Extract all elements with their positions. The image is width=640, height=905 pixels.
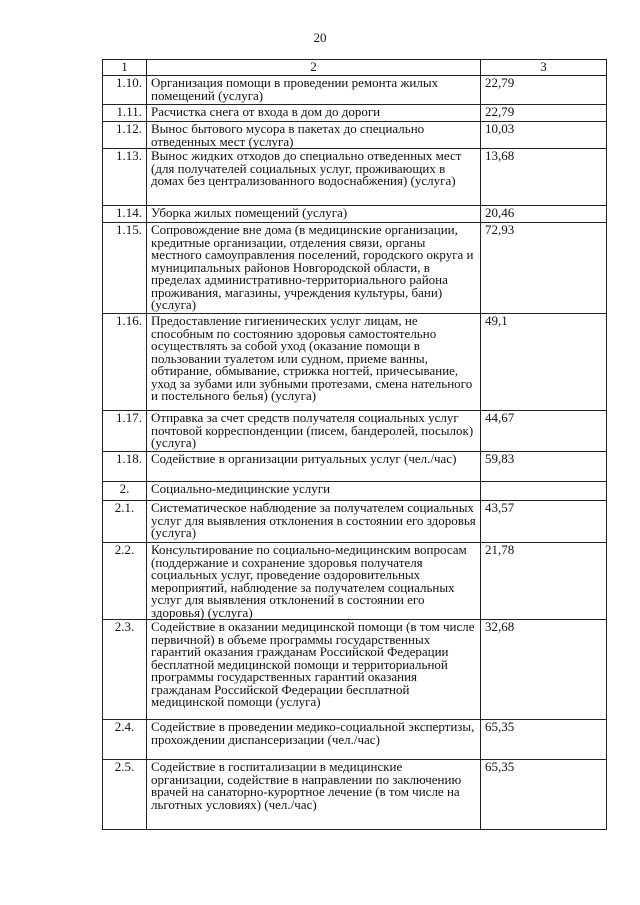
service-name: Вынос жидких отходов до специально отведенных мест (для получателей социальных услуг, проживающих в домах без централизованного водоснабжения) (услуга) <box>147 149 481 206</box>
tariff-value: 65,35 <box>481 760 607 830</box>
row-number: 1.10. <box>103 76 147 105</box>
table-row <box>103 206 607 223</box>
tariff-value: 32,68 <box>481 620 607 720</box>
row-number: 1.13. <box>103 149 147 206</box>
tariff-value: 72,93 <box>481 223 607 314</box>
service-name: Содействие в госпитализации в медицинские организации, содействие в направлении по заключению врачей на санаторно-курортное лечение (в том числе на льготных условиях) (чел./час) <box>147 760 481 830</box>
tariff-value: 59,83 <box>481 452 607 482</box>
service-name: Содействие в проведении медико-социальной экспертизы, прохождении диспансеризации (чел./час) <box>147 720 481 760</box>
table-row <box>103 314 607 411</box>
page-number: 20 <box>313 30 327 45</box>
service-name: Содействие в оказании медицинской помощи (в том числе первичной) в объеме программы государственных гарантий оказания гражданам Российской Федерации бесплатной медицинской помощи и территориальной программы государственных гарантий оказания гражданам Российской Федерации бесплатной медицинской помощи (услуга) <box>147 620 481 720</box>
table-row <box>103 720 607 760</box>
table-row <box>103 620 607 720</box>
table-row <box>103 223 607 314</box>
tariff-value: 20,46 <box>481 206 607 223</box>
tariff-value: 10,03 <box>481 122 607 149</box>
service-name: Вынос бытового мусора в пакетах до специально отведенных мест (услуга) <box>147 122 481 149</box>
column-header-tariff: 3 <box>481 60 607 76</box>
row-number: 2.3. <box>103 620 147 720</box>
row-number: 1.17. <box>103 411 147 452</box>
column-header-number: 1 <box>103 60 147 76</box>
tariff-value: 65,35 <box>481 720 607 760</box>
row-number: 2.2. <box>103 543 147 620</box>
table-row <box>103 411 607 452</box>
section-header-row <box>103 482 607 501</box>
row-number: 1.18. <box>103 452 147 482</box>
row-number: 2.5. <box>103 760 147 830</box>
row-number: 2.1. <box>103 501 147 543</box>
service-name: Содействие в организации ритуальных услуг (чел./час) <box>147 452 481 482</box>
tariff-value: 13,68 <box>481 149 607 206</box>
column-header-service: 2 <box>147 60 481 76</box>
tariff-value: 21,78 <box>481 543 607 620</box>
tariff-value: 22,79 <box>481 105 607 122</box>
table-row <box>103 76 607 105</box>
services-tariff-table <box>102 59 607 830</box>
service-name: Консультирование по социально-медицинским вопросам (поддержание и сохранение здоровья получателя социальных услуг, проведение оздоровительных мероприятий, наблюдение за получателем социальных услуг для выявления отклонений в состоянии его здоровья) (услуга) <box>147 543 481 620</box>
tariff-value: 44,67 <box>481 411 607 452</box>
tariff-value: 43,57 <box>481 501 607 543</box>
service-name: Предоставление гигиенических услуг лицам, не способным по состоянию здоровья самостоятельно осуществлять за собой уход (оказание помощи в пользовании туалетом или судном, приеме ванны, обтирание, обмывание, стрижка ногтей, причесывание, уход за зубами или зубными протезами, смена нательного и постельного белья) (услуга) <box>147 314 481 411</box>
row-number: 2.4. <box>103 720 147 760</box>
row-number: 1.11. <box>103 105 147 122</box>
tariff-value: 22,79 <box>481 76 607 105</box>
service-name: Расчистка снега от входа в дом до дороги <box>147 105 481 122</box>
table-row <box>103 122 607 149</box>
table-row <box>103 760 607 830</box>
tariff-value <box>481 482 607 501</box>
table-row <box>103 543 607 620</box>
table-row <box>103 452 607 482</box>
service-name: Уборка жилых помещений (услуга) <box>147 206 481 223</box>
row-number: 1.12. <box>103 122 147 149</box>
service-name: Отправка за счет средств получателя социальных услуг почтовой корреспонденции (писем, бандеролей, посылок) (услуга) <box>147 411 481 452</box>
table-row <box>103 105 607 122</box>
row-number: 1.15. <box>103 223 147 314</box>
table-row <box>103 501 607 543</box>
table-header-row <box>103 60 607 76</box>
section-title: Социально-медицинские услуги <box>147 482 481 501</box>
tariff-value: 49,1 <box>481 314 607 411</box>
section-number: 2. <box>103 482 147 501</box>
row-number: 1.14. <box>103 206 147 223</box>
table-row <box>103 149 607 206</box>
service-name: Организация помощи в проведении ремонта жилых помещений (услуга) <box>147 76 481 105</box>
service-name: Систематическое наблюдение за получателем социальных услуг для выявления отклонения в состоянии его здоровья (услуга) <box>147 501 481 543</box>
row-number: 1.16. <box>103 314 147 411</box>
service-name: Сопровождение вне дома (в медицинские организации, кредитные организации, отделения связи, органы местного самоуправления поселений, городского округа и муниципальных районов Новгородской области, в пределах административно-территориального района проживания, магазины, учреждения культуры, бани) (услуга) <box>147 223 481 314</box>
